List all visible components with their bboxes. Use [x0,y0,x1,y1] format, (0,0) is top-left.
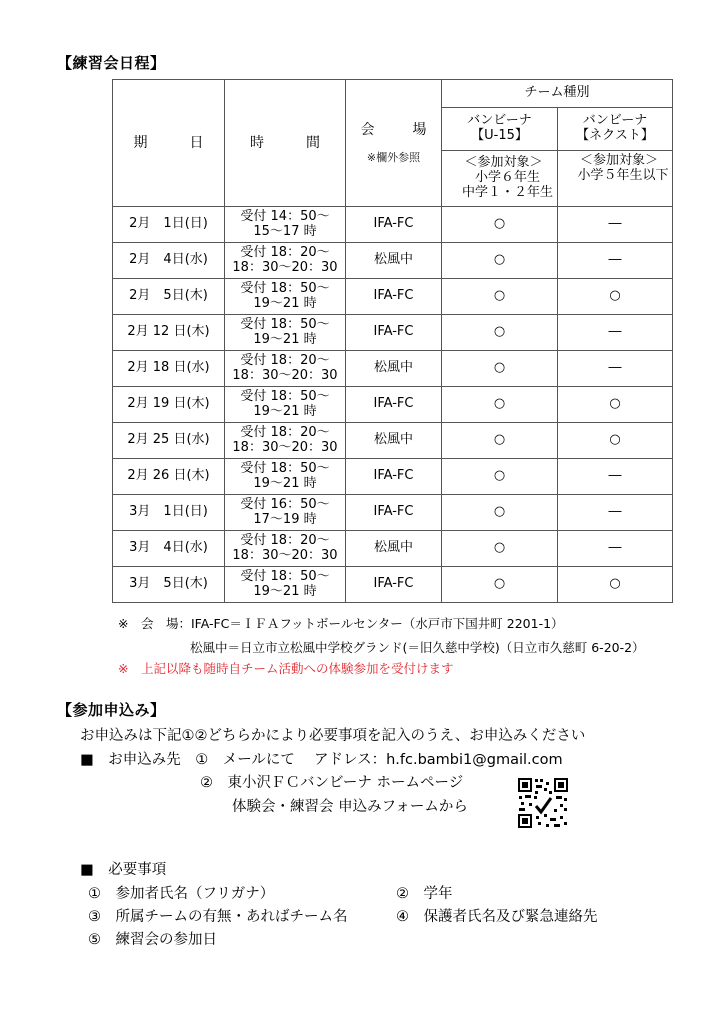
row-time: 受付 18：50～ 19～21 時 [225,315,346,351]
row-u15-mark: ○ [442,459,558,495]
row-venue: IFA-FC [346,567,442,603]
apply-intro: お申込みは下記①②どちらかにより必要事項を記入のうえ、お申込みください [80,728,586,744]
row-u15-mark: ○ [442,207,558,243]
row-venue: 松風中 [346,423,442,459]
table-row [113,531,673,567]
row-u15-mark: ○ [442,243,558,279]
row-time: 受付 18：20～ 18：30～20：30 [225,423,346,459]
row-time: 受付 18：50～ 19～21 時 [225,567,346,603]
table-row [113,315,673,351]
row-u15-mark: ○ [442,531,558,567]
row-next-mark: ― [558,459,673,495]
row-next-mark: ― [558,207,673,243]
row-next-mark: ○ [558,423,673,459]
row-date: 2月 26 日(木) [113,459,225,495]
apply-title: 【参加申込み】 [57,701,166,719]
row-venue: 松風中 [346,351,442,387]
row-next-mark: ○ [558,567,673,603]
required-item-2: ② 学年 [396,886,453,902]
row-next-mark: ― [558,243,673,279]
row-u15-mark: ○ [442,567,558,603]
row-date: 3月 4日(水) [113,531,225,567]
header-date: 期 日 [113,80,225,207]
row-date: 2月 25 日(水) [113,423,225,459]
row-venue: IFA-FC [346,459,442,495]
table-row [113,351,673,387]
row-next-mark: ― [558,531,673,567]
row-date: 2月 19 日(木) [113,387,225,423]
row-date: 3月 1日(日) [113,495,225,531]
row-time: 受付 18：20～ 18：30～20：30 [225,351,346,387]
required-item-5: ⑤ 練習会の参加日 [88,932,217,948]
target-next: ＜参加対象＞ 小学５年生以下 [558,151,673,207]
table-row [113,495,673,531]
trial-note: ※ 上記以降も随時自チーム活動への体験参加を受付けます [118,661,454,676]
row-venue: 松風中 [346,243,442,279]
row-date: 2月 4日(水) [113,243,225,279]
row-venue: IFA-FC [346,207,442,243]
row-venue: 松風中 [346,531,442,567]
row-time: 受付 18：20～ 18：30～20：30 [225,243,346,279]
table-row [113,567,673,603]
table-row [113,207,673,243]
row-next-mark: ○ [558,387,673,423]
header-time: 時 間 [225,80,346,207]
table-row [113,423,673,459]
header-team-next: バンビーナ 【ネクスト】 [558,108,673,151]
header-team-type: チーム種別 [442,80,673,108]
table-row [113,243,673,279]
apply-form: 体験会・練習会 申込みフォームから [232,799,468,815]
required-title: ■ 必要事項 [80,862,167,878]
table-row [113,387,673,423]
row-venue: IFA-FC [346,315,442,351]
header-venue: 会 場 ※欄外参照 [346,80,442,207]
row-date: 2月 5日(木) [113,279,225,315]
row-next-mark: ― [558,495,673,531]
schedule-table [112,79,673,603]
row-time: 受付 18：20～ 18：30～20：30 [225,531,346,567]
row-venue: IFA-FC [346,387,442,423]
required-item-1: ① 参加者氏名（フリガナ） [88,886,275,902]
row-venue: IFA-FC [346,279,442,315]
row-u15-mark: ○ [442,279,558,315]
row-time: 受付 16：50～ 17～19 時 [225,495,346,531]
table-row [113,459,673,495]
row-time: 受付 18：50～ 19～21 時 [225,279,346,315]
apply-homepage: ② 東小沢ＦＣバンビーナ ホームページ [200,775,464,791]
row-date: 2月 18 日(水) [113,351,225,387]
target-u15: ＜参加対象＞ 小学６年生 中学１・２年生 [442,151,558,207]
row-venue: IFA-FC [346,495,442,531]
table-row [113,279,673,315]
row-next-mark: ― [558,315,673,351]
row-date: 3月 5日(木) [113,567,225,603]
row-u15-mark: ○ [442,495,558,531]
apply-email: ■ お申込み先 ① メールにて アドレス：h.fc.bambi1@gmail.com [80,752,563,768]
row-next-mark: ― [558,351,673,387]
row-u15-mark: ○ [442,387,558,423]
qr-code-icon[interactable] [516,776,570,830]
venue-note-2: 松風中＝日立市立松風中学校グランド(＝旧久慈中学校)（日立市久慈町 6-20-2） [190,640,645,655]
schedule-title: 【練習会日程】 [57,54,166,72]
row-next-mark: ○ [558,279,673,315]
venue-note: ※欄外参照 [366,150,421,164]
required-item-4: ④ 保護者氏名及び緊急連絡先 [396,909,598,925]
row-time: 受付 18：50～ 19～21 時 [225,459,346,495]
venue-note-1: ※ 会 場：IFA-FC＝ＩＦＡフットボールセンター（水戸市下国井町 2201-1） [118,616,564,631]
required-item-3: ③ 所属チームの有無・あればチーム名 [88,909,348,925]
row-u15-mark: ○ [442,423,558,459]
row-time: 受付 14：50～ 15～17 時 [225,207,346,243]
row-time: 受付 18：50～ 19～21 時 [225,387,346,423]
row-date: 2月 12 日(木) [113,315,225,351]
row-u15-mark: ○ [442,351,558,387]
row-date: 2月 1日(日) [113,207,225,243]
row-u15-mark: ○ [442,315,558,351]
header-team-u15: バンビーナ 【U-15】 [442,108,558,151]
